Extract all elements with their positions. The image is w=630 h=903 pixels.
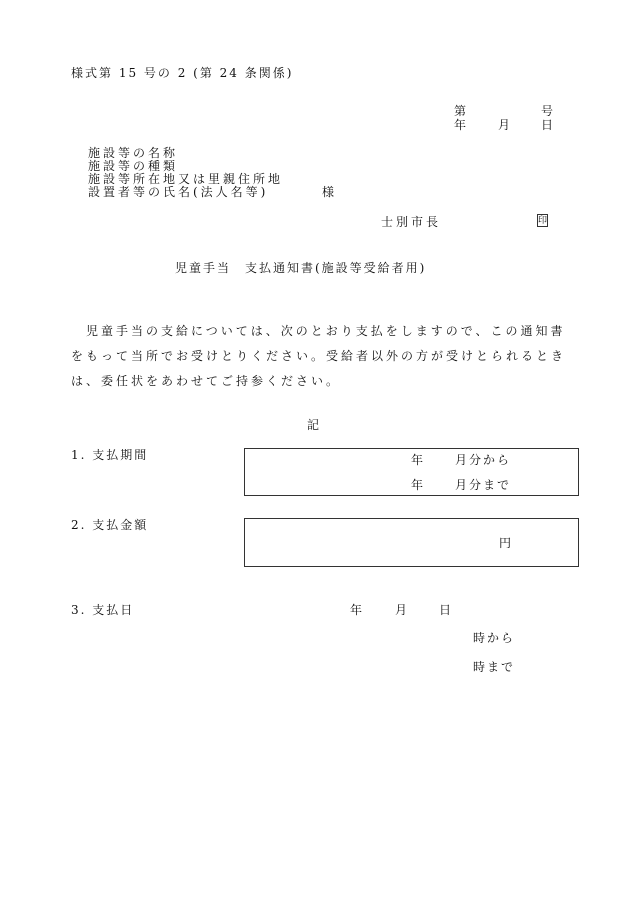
issuer: 士別市長 [381, 215, 442, 229]
body-line-2: をもって当所でお受けとりください。受給者以外の方が受けとられるとき [71, 349, 567, 363]
doc-number-dai: 第 [454, 104, 467, 118]
period-from-month: 月分から [455, 453, 512, 467]
amount-unit: 円 [499, 536, 512, 550]
date-day: 日 [439, 603, 452, 617]
period-from-year: 年 [411, 453, 424, 467]
ki-label: 記 [307, 418, 320, 432]
date-label: 3. 支払日 [71, 603, 135, 617]
amount-label: 2. 支払金額 [71, 518, 149, 532]
recipient-field-owner: 設置者等の氏名(法人名等) [88, 185, 269, 199]
recipient-field-type: 施設等の種類 [88, 159, 179, 173]
period-label: 1. 支払期間 [71, 448, 149, 462]
body-line-1: 児童手当の支給については、次のとおり支払をしますので、この通知書 [71, 324, 566, 338]
doc-date-month: 月 [498, 118, 511, 132]
doc-date-day: 日 [541, 118, 554, 132]
date-month: 月 [395, 603, 408, 617]
body-line-3: は、委任状をあわせてご持参ください。 [71, 374, 342, 388]
seal-mark: 印 [538, 216, 548, 226]
period-to-month: 月分まで [455, 478, 512, 492]
doc-date-year: 年 [454, 118, 467, 132]
document-title: 児童手当 支払通知書(施設等受給者用) [175, 261, 427, 275]
recipient-field-address: 施設等所在地又は里親住所地 [88, 172, 284, 186]
doc-number-go: 号 [541, 104, 554, 118]
recipient-field-name: 施設等の名称 [88, 146, 179, 160]
time-to: 時まで [473, 660, 516, 674]
period-to-year: 年 [411, 478, 424, 492]
amount-box [244, 518, 579, 567]
time-from: 時から [473, 631, 516, 645]
honorific: 様 [322, 185, 335, 199]
date-year: 年 [350, 603, 363, 617]
form-reference: 様式第 15 号の 2 (第 24 条関係) [71, 66, 294, 80]
